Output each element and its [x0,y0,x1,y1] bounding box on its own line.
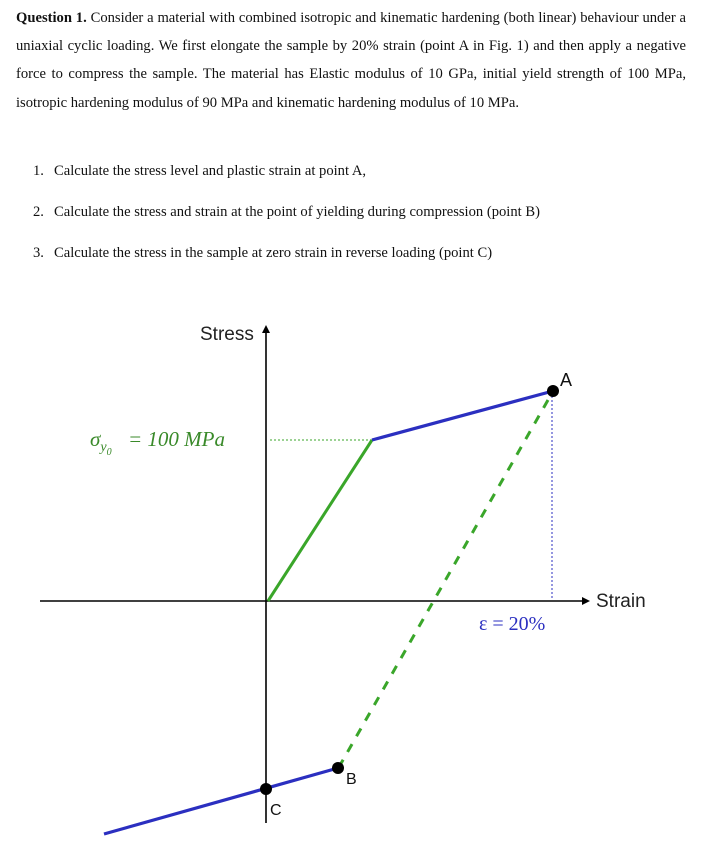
point-a-marker [547,385,559,397]
question-label: Question 1. [16,10,87,26]
elastic-unloading-line [339,400,548,767]
yield-value: = 100 MPa [128,427,225,451]
yield-subsubscript: 0 [106,447,112,458]
point-a-label: A [560,370,573,390]
plastic-hardening-line [372,391,553,440]
y-axis-label: Stress [200,324,254,345]
strain-value-label: ε = 20% [479,613,546,635]
elastic-loading-line [268,440,372,601]
task-text: Calculate the stress in the sample at zero strain in reverse loading (point C) [54,245,493,261]
task-number: 1. [33,163,44,179]
x-axis-label: Strain [596,591,646,612]
question-text: Consider a material with combined isotropic and kinematic hardening (both linear) behaviour under a uniaxial cyclic loading. We first elongate the sample by 20% strain (point A in Fig. 1) and then apply a negative force to compress the sample. The material has Elastic modulus of 10 GPa, initial yield strength of 100 MPa, isotropic hardening modulus of 90 MPa and kinematic hardening modulus of 10 MPa. [16,10,686,111]
point-c-label: C [270,802,282,819]
yield-subscript: y [100,440,107,455]
yield-symbol: σ [90,427,101,451]
point-b-marker [332,762,344,774]
task-number: 3. [33,245,44,261]
yield-stress-label [90,427,225,458]
point-b-label: B [346,771,357,788]
point-c-marker [260,783,272,795]
reverse-plastic-line [104,768,338,834]
task-text: Calculate the stress level and plastic strain at point A, [54,163,367,179]
task-number: 2. [33,204,44,220]
task-text: Calculate the stress and strain at the point of yielding during compression (point B) [54,204,540,220]
